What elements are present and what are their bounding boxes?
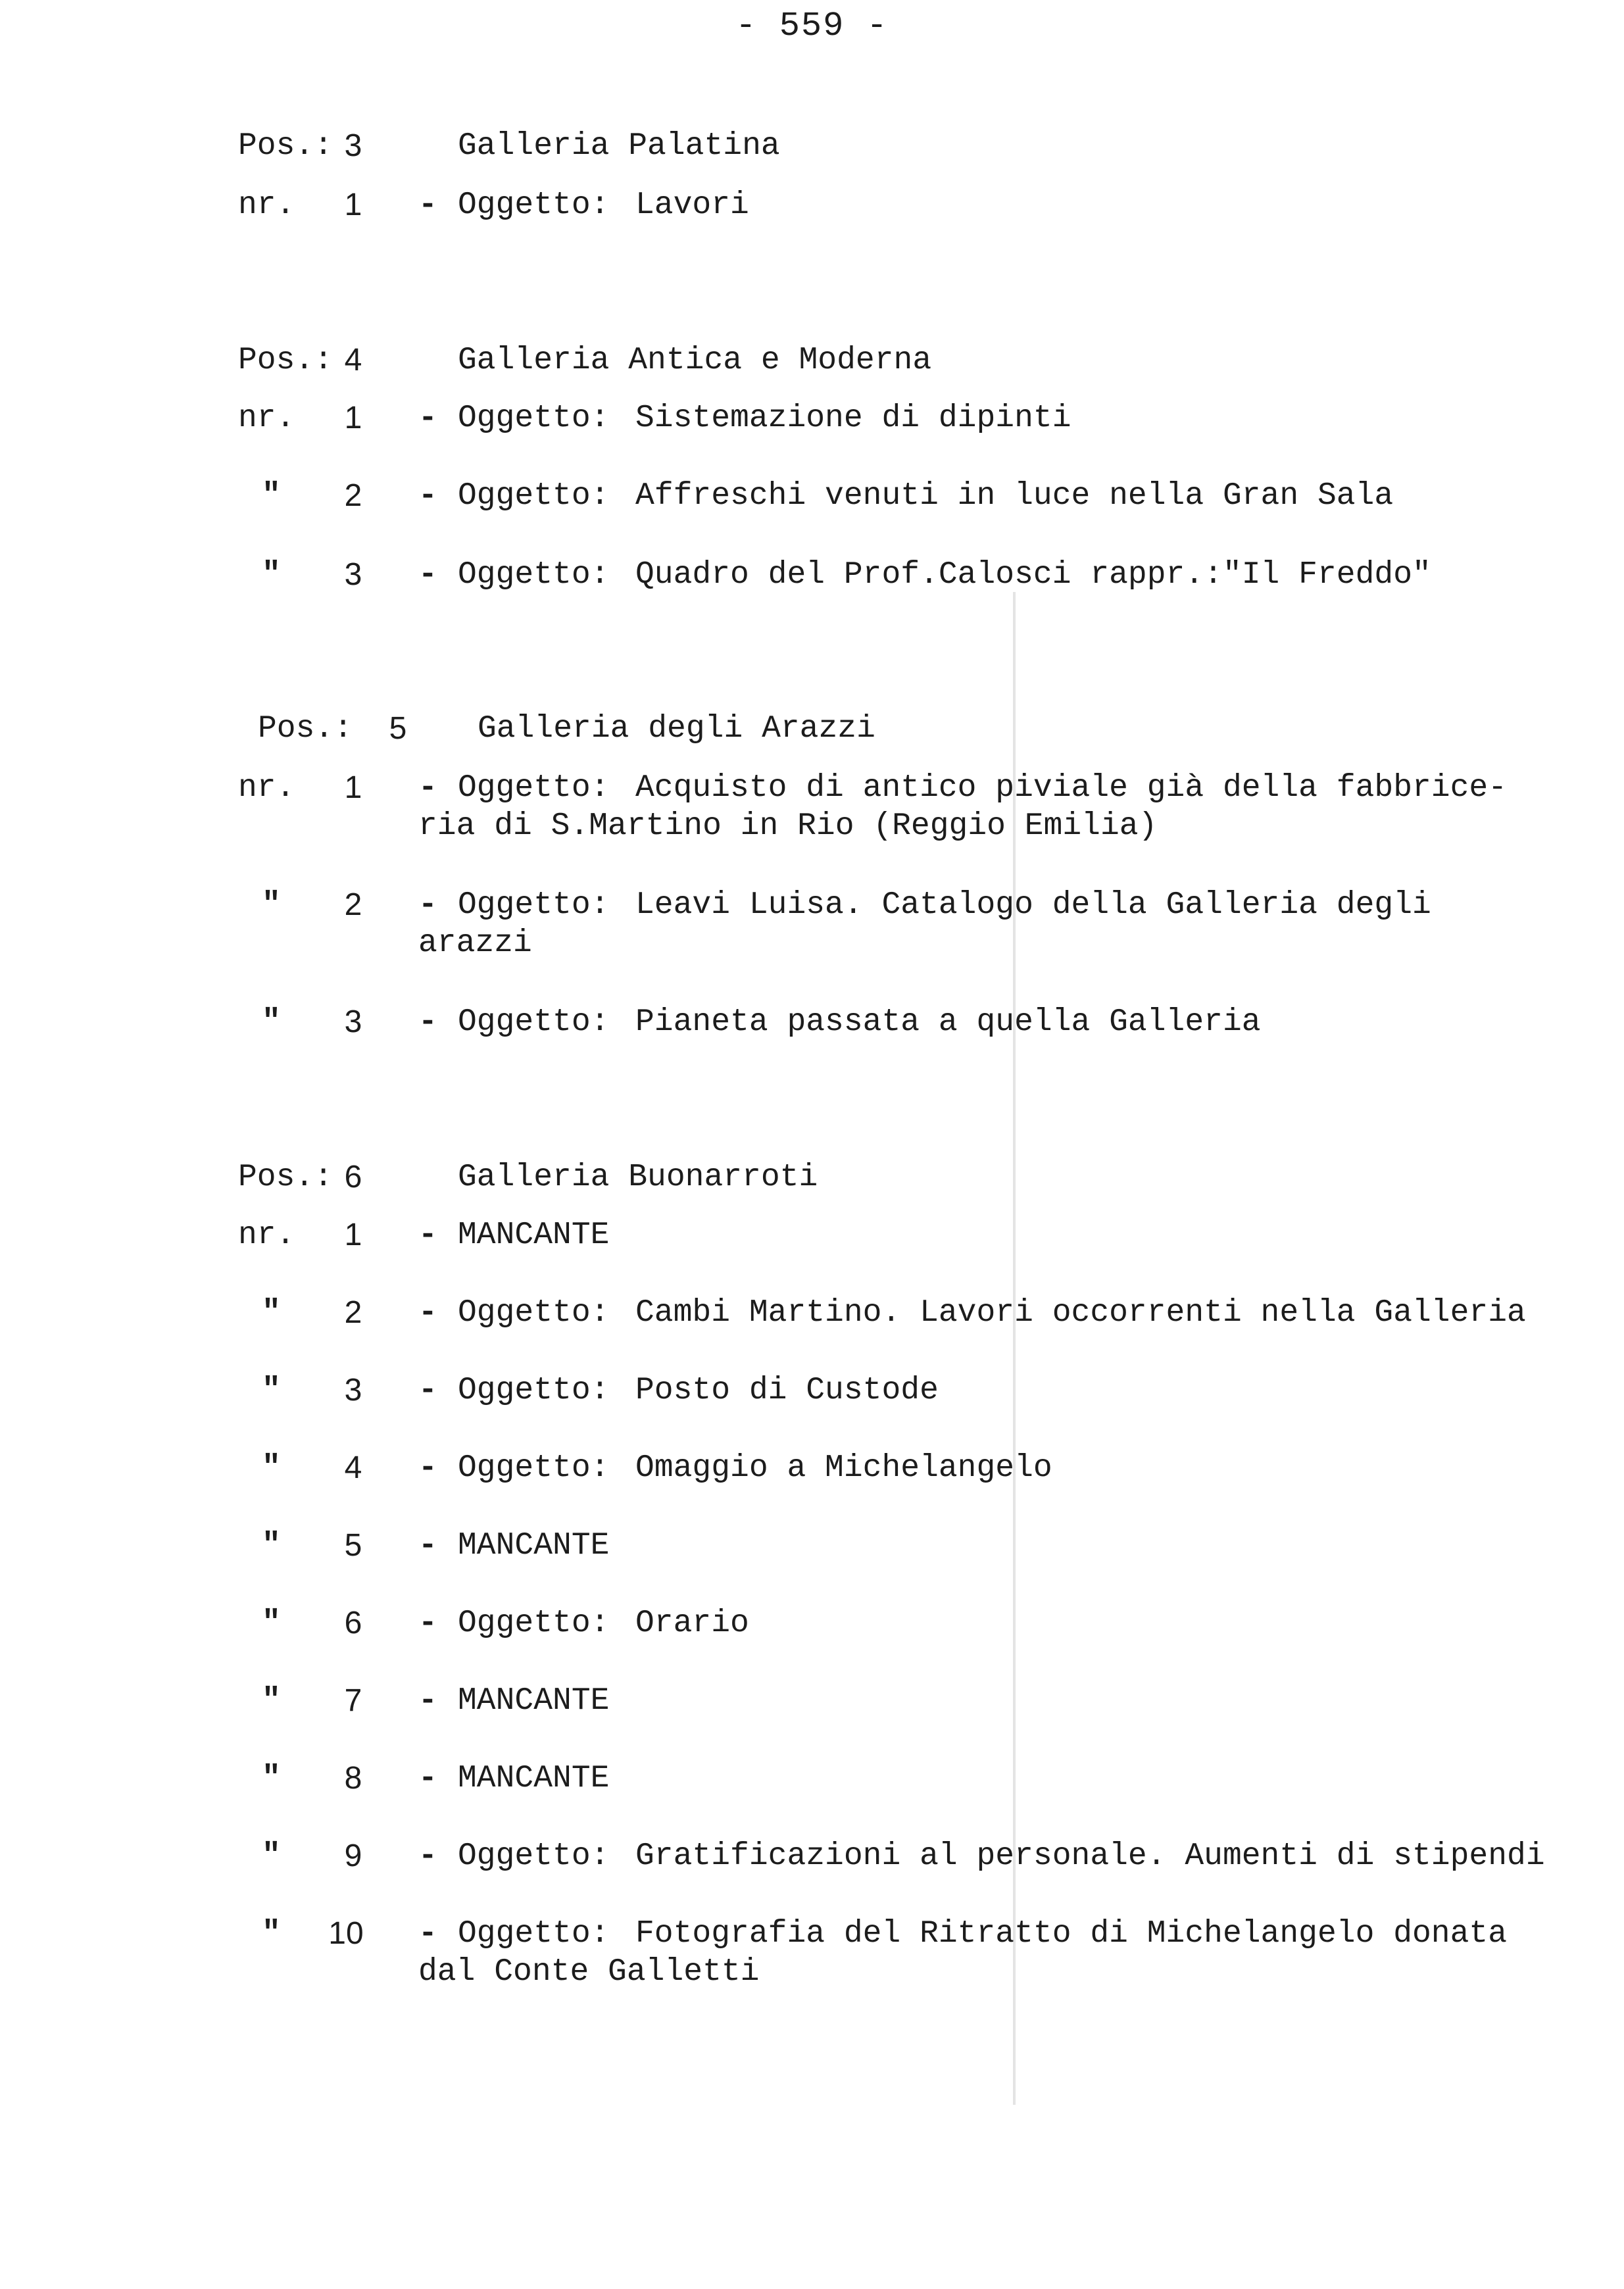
object-label: Oggetto: (458, 887, 610, 923)
object-label: Oggetto: (458, 557, 610, 593)
object-label: Oggetto: (458, 401, 610, 436)
missing-text: MANCANTE (458, 1528, 610, 1563)
entry-dash: - (418, 1373, 437, 1408)
section-title: Galleria Buonarroti (458, 1160, 818, 1195)
entry-dash: - (418, 401, 437, 436)
entry-row (0, 1216, 1624, 1262)
ditto-mark: " (262, 1683, 281, 1719)
entry-number: 6 (344, 1606, 362, 1640)
ditto-mark: " (262, 1761, 281, 1796)
entry-number: 1 (344, 401, 362, 435)
entry-dash: - (418, 1450, 437, 1486)
object-text: Sistemazione di dipinti (635, 401, 1071, 436)
entry-prefix: nr. (238, 770, 295, 806)
section-header (0, 709, 1624, 755)
entry-dash: - (418, 770, 437, 806)
ditto-mark: " (262, 1528, 281, 1563)
ditto-mark: " (262, 1450, 281, 1486)
entry-number: 7 (344, 1683, 362, 1718)
entry-number: 3 (344, 1373, 362, 1408)
ditto-mark: " (262, 557, 281, 593)
entry-continuation: arazzi (418, 925, 532, 961)
ditto-mark: " (262, 1373, 281, 1408)
entry-number: 1 (344, 770, 362, 805)
missing-text: MANCANTE (458, 1683, 610, 1719)
page-number: - 559 - (735, 7, 889, 45)
ditto-mark: " (262, 1004, 281, 1040)
entry-row (0, 1371, 1624, 1417)
entry-dash: - (418, 1606, 437, 1641)
entry-number: 8 (344, 1761, 362, 1796)
entry-row (0, 185, 1624, 232)
entry-dash: - (418, 1004, 437, 1040)
object-label: Oggetto: (458, 1295, 610, 1331)
entry-number: 9 (344, 1838, 362, 1873)
pos-number: 6 (344, 1160, 362, 1194)
entry-row (0, 1604, 1624, 1650)
pos-number: 5 (389, 711, 407, 746)
entry-number: 3 (344, 1004, 362, 1039)
entry-prefix: nr. (238, 1218, 295, 1253)
section-header (0, 1158, 1624, 1204)
object-text: Leavi Luisa. Catalogo della Galleria degli (635, 887, 1431, 923)
pos-label: Pos.: (258, 711, 353, 747)
entry-row (0, 1759, 1624, 1805)
section-title: Galleria degli Arazzi (478, 711, 875, 747)
object-label: Oggetto: (458, 187, 610, 223)
entry-dash: - (418, 1683, 437, 1719)
object-text: Posto di Custode (635, 1373, 939, 1408)
entry-row (0, 555, 1624, 601)
entry-number: 10 (328, 1916, 364, 1951)
entry-number: 5 (344, 1528, 362, 1563)
entry-dash: - (418, 1218, 437, 1253)
entry-row (0, 885, 1624, 931)
ditto-mark: " (262, 478, 281, 514)
pos-label: Pos.: (238, 128, 333, 164)
object-text: Lavori (635, 187, 749, 223)
entry-row (0, 1836, 1624, 1883)
object-label: Oggetto: (458, 770, 610, 806)
entry-prefix: nr. (238, 401, 295, 436)
entry-row (0, 1448, 1624, 1494)
entry-number: 2 (344, 478, 362, 513)
ditto-mark: " (262, 1916, 281, 1952)
ditto-mark: " (262, 1838, 281, 1874)
entry-dash: - (418, 1838, 437, 1874)
object-label: Oggetto: (458, 1838, 610, 1874)
entry-number: 4 (344, 1450, 362, 1485)
entry-prefix: nr. (238, 187, 295, 223)
entry-number: 2 (344, 887, 362, 922)
entry-dash: - (418, 1295, 437, 1331)
entry-dash: - (418, 1528, 437, 1563)
pos-label: Pos.: (238, 343, 333, 378)
object-text: Gratificazioni al personale. Aumenti di stipendi (635, 1838, 1545, 1874)
ditto-mark: " (262, 887, 281, 923)
object-text: Cambi Martino. Lavori occorrenti nella Galleria (635, 1295, 1526, 1331)
section-title: Galleria Antica e Moderna (458, 343, 932, 378)
entry-continuation: ria di S.Martino in Rio (Reggio Emilia) (418, 808, 1158, 844)
missing-text: MANCANTE (458, 1761, 610, 1796)
entry-row (0, 1002, 1624, 1048)
object-text: Pianeta passata a quella Galleria (635, 1004, 1261, 1040)
section-title: Galleria Palatina (458, 128, 780, 164)
object-text: Omaggio a Michelangelo (635, 1450, 1052, 1486)
missing-text: MANCANTE (458, 1218, 610, 1253)
entry-row (0, 1914, 1624, 1960)
entry-row (0, 1526, 1624, 1572)
entry-number: 1 (344, 187, 362, 222)
entry-number: 2 (344, 1295, 362, 1330)
entry-number: 3 (344, 557, 362, 592)
object-label: Oggetto: (458, 1916, 610, 1952)
object-label: Oggetto: (458, 1450, 610, 1486)
object-text: Quadro del Prof.Calosci rappr.:"Il Freddo" (635, 557, 1431, 593)
entry-row (0, 1293, 1624, 1339)
object-label: Oggetto: (458, 1606, 610, 1641)
section-header (0, 126, 1624, 172)
object-text: Affreschi venuti in luce nella Gran Sala (635, 478, 1394, 514)
object-text: Fotografia del Ritratto di Michelangelo donata (635, 1916, 1508, 1952)
entry-row (0, 476, 1624, 522)
pos-number: 4 (344, 343, 362, 378)
pos-number: 3 (344, 128, 362, 163)
entry-dash: - (418, 478, 437, 514)
entry-dash: - (418, 1761, 437, 1796)
object-label: Oggetto: (458, 1004, 610, 1040)
entry-continuation: dal Conte Galletti (418, 1954, 760, 1990)
entry-dash: - (418, 887, 437, 923)
object-text: Acquisto di antico piviale già della fabbrice- (635, 770, 1508, 806)
entry-dash: - (418, 1916, 437, 1952)
object-label: Oggetto: (458, 1373, 610, 1408)
entry-row (0, 1681, 1624, 1727)
object-label: Oggetto: (458, 478, 610, 514)
ditto-mark: " (262, 1295, 281, 1331)
ditto-mark: " (262, 1606, 281, 1641)
entry-dash: - (418, 187, 437, 223)
entry-row (0, 399, 1624, 445)
entry-dash: - (418, 557, 437, 593)
section-header (0, 341, 1624, 387)
entry-number: 1 (344, 1218, 362, 1252)
pos-label: Pos.: (238, 1160, 333, 1195)
object-text: Orario (635, 1606, 749, 1641)
